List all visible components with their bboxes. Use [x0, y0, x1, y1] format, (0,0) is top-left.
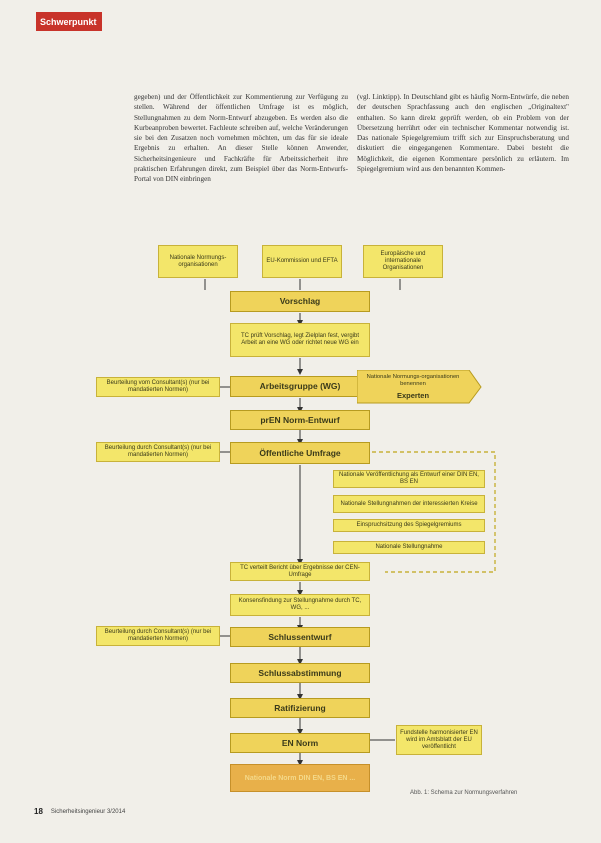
page-footer [34, 807, 125, 816]
consultant-note-2: Beurteilung durch Consultant(s) (nur bei mandatierten Normen) [96, 442, 220, 462]
step-schlussabstimmung: Schlussabstimmung [230, 663, 370, 683]
step-ratifizierung: Ratifizierung [230, 698, 370, 718]
national-step-3: Einspruchsitzung des Spiegelgremiums [333, 519, 485, 532]
step-schlussentwurf: Schlussentwurf [230, 627, 370, 647]
step-konsens: Konsensfindung zur Stellungnahme durch TC, WG, ... [230, 594, 370, 616]
experten-label-top: Nationale Normungs-organisationen benennen [366, 374, 460, 387]
source-national-orgs: Nationale Normungs-organisationen [158, 245, 238, 278]
step-arbeitsgruppe: Arbeitsgruppe (WG) [230, 376, 370, 397]
experten-box [357, 370, 482, 404]
figure-caption: Abb. 1: Schema zur Normungsverfahren [410, 790, 518, 796]
step-en-norm: EN Norm [230, 733, 370, 753]
page-number: 18 [34, 807, 43, 816]
journal-name: Sicherheitsingenieur 3/2014 [50, 808, 126, 815]
national-step-1: Nationale Veröffentlichung als Entwurf einer DIN EN, BS EN [333, 470, 485, 488]
consultant-note-3: Beurteilung durch Consultant(s) (nur bei mandatierten Normen) [96, 626, 220, 646]
source-eu-commission: EU-Kommission und EFTA [262, 245, 342, 278]
step-tc-decides: TC verteilt Bericht über Ergebnisse der CEN-Umfrage [230, 562, 370, 581]
national-step-4: Nationale Stellungnahme [333, 541, 485, 554]
national-step-2: Nationale Stellungnahmen der interessierten Kreise [333, 495, 485, 513]
step-umfrage: Öffentliche Umfrage [230, 442, 370, 464]
body-column-left: gegeben) und der Öffentlichkeit zur Kommentierung zur Verfügung zu stellen. Während der öffentlichen Umfrage ist es möglich, Stellungnahmen zu dem Norm-Entwurf abzugeben. Es werden also die Kurbeanproben bewertet. Fachleute schreiben auf, welche Veränderungen sie bei den Zusatzen noch vornehmen möchten, um das für sie ideale Ergebnis zu erhalten. An dieser Stelle können Anwender, Sicherheitsingenieure und Fachkräfte für Arbeitssicherheit ihre praktischen Erfahrungen direkt, zum Beispiel über das Norm-Entwurfs-Portal von DIN einbringen [134, 93, 348, 184]
step-vorschlag: Vorschlag [230, 291, 370, 312]
step-national-norm: Nationale Norm DIN EN, BS EN ... [230, 764, 370, 792]
body-column-right: (vgl. Linktipp). In Deutschland gibt es häufig Norm-Entwürfe, die neben der deutschen Sprachfassung auch den englischen „Originaltext" enthalten. So kann direkt geprüft werden, ob ein Problem von der Übersetzung herrührt oder ein technischer Kommentar notwendig ist. Das nationale Spiegelgremium trifft sich zur Einspruchsberatung und diskutiert die eingegangenen Kommentare. Dabei besteht die Möglichkeit, die eigenen Kommentare persönlich zu erläutern. Im Spiegelgremium wird aus den benannten Kommen- [357, 93, 569, 174]
eu-publication-note: Fundstelle harmonisierter EN wird im Amtsblatt der EU veröffentlicht [396, 725, 482, 755]
source-international-orgs: Europäische und internationale Organisationen [363, 245, 443, 278]
step-pren: prEN Norm-Entwurf [230, 410, 370, 430]
section-tag: Schwerpunkt [36, 12, 102, 31]
experten-label: Experten [396, 391, 430, 400]
step-tc-check: TC prüft Vorschlag, legt Zielplan fest, vergibt Arbeit an eine WG oder richtet neue WG ein [230, 323, 370, 357]
consultant-note-1: Beurteilung vom Consultant(s) (nur bei mandatierten Normen) [96, 377, 220, 397]
